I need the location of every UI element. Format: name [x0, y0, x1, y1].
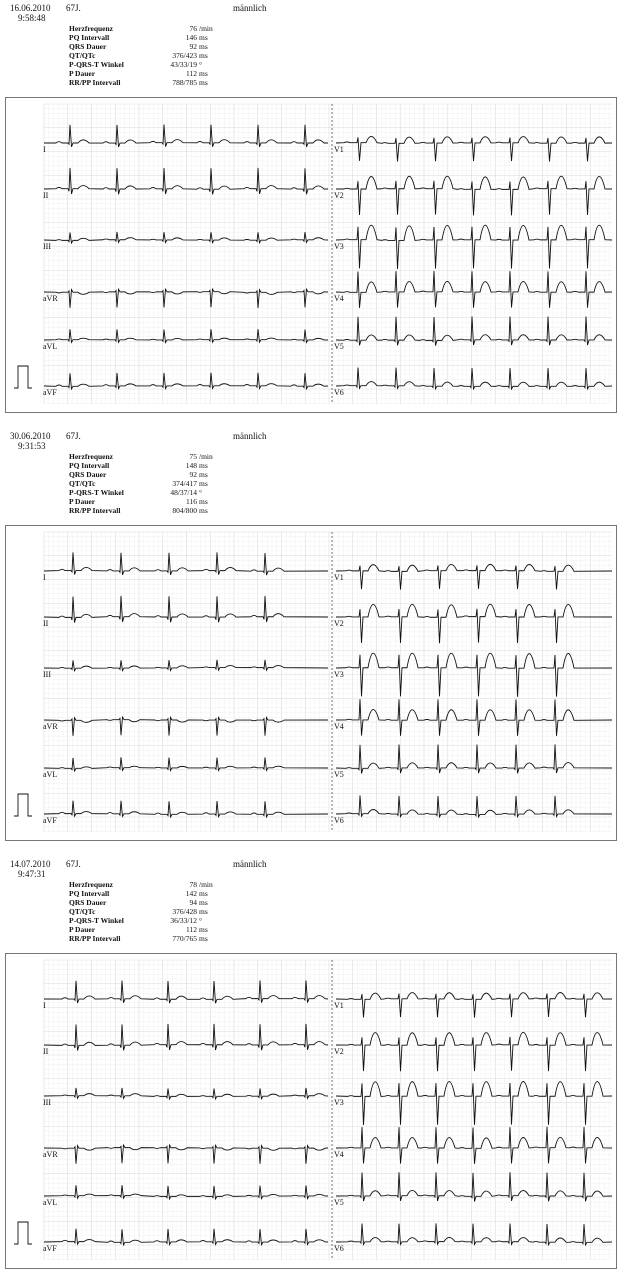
ecg-trace [336, 699, 612, 736]
measurement-row [69, 33, 219, 42]
lead-label-v1: V1 [334, 145, 344, 154]
measurement-value: 116 [186, 497, 197, 506]
measurement-label: QT/QTc [69, 479, 96, 488]
measurement-label: QRS Dauer [69, 42, 107, 51]
measurement-label: RR/PP Intervall [69, 934, 121, 943]
measurement-unit: ms [199, 42, 208, 51]
ecg-trace [336, 316, 612, 345]
record-header [0, 856, 623, 951]
ecg-trace [336, 368, 612, 389]
lead-label-iii: III [43, 1098, 51, 1107]
measurement-row [69, 925, 219, 934]
ecg-chart [6, 98, 616, 412]
measurement-value: 112 [186, 925, 197, 934]
ecg-trace [336, 176, 612, 215]
ecg-grid [44, 532, 612, 832]
measurement-row [69, 24, 219, 33]
measurement-unit: ms [199, 934, 208, 943]
measurement-unit: ms [199, 506, 208, 515]
measurement-value: 48/37/14 [170, 488, 197, 497]
measurement-label: QRS Dauer [69, 470, 107, 479]
measurement-label: Herzfrequenz [69, 880, 114, 889]
measurement-unit: ms [199, 78, 208, 87]
measurement-table [69, 24, 219, 87]
measurement-unit: ° [199, 916, 202, 925]
lead-label-v5: V5 [334, 770, 344, 779]
ecg-chart [6, 954, 616, 1268]
ecg-trace [336, 744, 612, 773]
lead-label-ii: II [43, 191, 49, 200]
measurement-value: 36/33/12 [170, 916, 197, 925]
measurement-row [69, 452, 219, 461]
ecg-trace [336, 993, 612, 1018]
lead-label-avr: aVR [43, 722, 58, 731]
measurement-unit: ms [199, 51, 208, 60]
measurement-unit: ms [199, 898, 208, 907]
measurement-value: 43/33/19 [170, 60, 197, 69]
lead-label-v2: V2 [334, 1047, 344, 1056]
measurement-table [69, 880, 219, 943]
measurement-row [69, 907, 219, 916]
measurement-label: P Dauer [69, 497, 96, 506]
lead-label-v1: V1 [334, 573, 344, 582]
measurement-unit: /min [199, 880, 213, 889]
lead-label-v6: V6 [334, 1244, 344, 1253]
patient-sex: männlich [233, 431, 267, 441]
ecg-trace [336, 1223, 612, 1245]
measurement-row [69, 60, 219, 69]
record-time: 9:47:31 [18, 869, 46, 879]
measurement-label: P Dauer [69, 925, 96, 934]
lead-label-ii: II [43, 1047, 49, 1056]
ecg-strip [5, 953, 617, 1269]
lead-label-v3: V3 [334, 1098, 344, 1107]
measurement-row [69, 880, 219, 889]
lead-label-i: I [43, 573, 46, 582]
lead-label-v5: V5 [334, 342, 344, 351]
measurement-unit: ms [199, 907, 208, 916]
measurement-label: RR/PP Intervall [69, 506, 121, 515]
calibration-pulse [14, 1222, 32, 1244]
patient-sex: männlich [233, 859, 267, 869]
measurement-unit: ms [199, 497, 208, 506]
ecg-trace [336, 653, 612, 697]
lead-label-i: I [43, 145, 46, 154]
measurement-unit: ms [199, 33, 208, 42]
measurement-label: QRS Dauer [69, 898, 107, 907]
measurement-unit: ° [199, 488, 202, 497]
measurement-row [69, 889, 219, 898]
measurement-value: 76 [189, 24, 197, 33]
patient-age: 67J. [66, 3, 81, 13]
lead-label-avl: aVL [43, 342, 58, 351]
measurement-value: 92 [189, 470, 197, 479]
lead-label-avf: aVF [43, 816, 57, 825]
measurement-row [69, 470, 219, 479]
measurement-label: PQ Intervall [69, 461, 110, 470]
record-time: 9:58:48 [18, 13, 46, 23]
ecg-strip [5, 525, 617, 841]
lead-label-iii: III [43, 670, 51, 679]
measurement-value: 374/417 [172, 479, 197, 488]
record-header [0, 0, 623, 95]
lead-label-v6: V6 [334, 388, 344, 397]
measurement-unit: ° [199, 60, 202, 69]
measurement-label: P Dauer [69, 69, 96, 78]
measurement-value: 75 [189, 452, 197, 461]
measurement-value: 788/785 [172, 78, 197, 87]
measurement-value: 148 [185, 461, 197, 470]
measurement-unit: ms [199, 889, 208, 898]
measurement-row [69, 488, 219, 497]
measurement-label: P-QRS-T Winkel [69, 916, 124, 925]
measurement-unit: ms [199, 69, 208, 78]
measurement-label: Herzfrequenz [69, 24, 114, 33]
measurement-row [69, 497, 219, 506]
lead-label-avl: aVL [43, 770, 58, 779]
measurement-value: 142 [185, 889, 197, 898]
ecg-trace [336, 1081, 612, 1124]
lead-label-iii: III [43, 242, 51, 251]
calibration-pulse [14, 366, 32, 388]
patient-sex: männlich [233, 3, 267, 13]
measurement-value: 112 [186, 69, 197, 78]
lead-label-v6: V6 [334, 816, 344, 825]
lead-label-avf: aVF [43, 1244, 57, 1253]
measurement-row [69, 479, 219, 488]
measurement-value: 376/423 [172, 51, 197, 60]
ecg-trace [336, 1172, 612, 1201]
ecg-trace [336, 604, 612, 643]
measurement-unit: /min [199, 452, 213, 461]
calibration-pulse [14, 794, 32, 816]
record-header [0, 428, 623, 523]
measurement-label: P-QRS-T Winkel [69, 488, 124, 497]
record-date: 14.07.2010 [10, 859, 51, 869]
measurement-row [69, 69, 219, 78]
measurement-value: 78 [189, 880, 197, 889]
measurement-row [69, 78, 219, 87]
ecg-grid [44, 960, 612, 1260]
measurement-value: 146 [185, 33, 197, 42]
measurement-row [69, 51, 219, 60]
lead-label-ii: II [43, 619, 49, 628]
measurement-label: QT/QTc [69, 907, 96, 916]
lead-label-v3: V3 [334, 670, 344, 679]
lead-label-avl: aVL [43, 1198, 58, 1207]
ecg-trace [336, 225, 612, 269]
measurement-label: PQ Intervall [69, 889, 110, 898]
patient-age: 67J. [66, 859, 81, 869]
measurement-unit: ms [199, 470, 208, 479]
lead-label-v2: V2 [334, 619, 344, 628]
ecg-trace [336, 136, 612, 161]
measurement-label: PQ Intervall [69, 33, 110, 42]
lead-label-v4: V4 [334, 294, 344, 303]
lead-label-i: I [43, 1001, 46, 1010]
record-time: 9:31:53 [18, 441, 46, 451]
measurement-value: 804/800 [172, 506, 197, 515]
lead-label-v4: V4 [334, 1150, 344, 1159]
lead-label-v2: V2 [334, 191, 344, 200]
lead-label-avf: aVF [43, 388, 57, 397]
ecg-strip [5, 97, 617, 413]
lead-label-v3: V3 [334, 242, 344, 251]
measurement-value: 92 [189, 42, 197, 51]
patient-age: 67J. [66, 431, 81, 441]
measurement-label: RR/PP Intervall [69, 78, 121, 87]
ecg-chart [6, 526, 616, 840]
lead-label-v1: V1 [334, 1001, 344, 1010]
ecg-trace [336, 564, 612, 589]
lead-label-v5: V5 [334, 1198, 344, 1207]
record-date: 16.06.2010 [10, 3, 51, 13]
measurement-unit: ms [199, 925, 208, 934]
measurement-value: 94 [189, 898, 197, 907]
measurement-value: 770/765 [172, 934, 197, 943]
measurement-value: 376/428 [172, 907, 197, 916]
measurement-row [69, 898, 219, 907]
measurement-label: P-QRS-T Winkel [69, 60, 124, 69]
ecg-trace [336, 795, 612, 817]
measurement-unit: /min [199, 24, 213, 33]
measurement-row [69, 934, 219, 943]
lead-label-v4: V4 [334, 722, 344, 731]
lead-label-avr: aVR [43, 294, 58, 303]
lead-label-avr: aVR [43, 1150, 58, 1159]
ecg-trace [336, 1032, 612, 1071]
ecg-grid [44, 104, 612, 404]
measurement-row [69, 461, 219, 470]
measurement-row [69, 916, 219, 925]
measurement-row [69, 42, 219, 51]
record-date: 30.06.2010 [10, 431, 51, 441]
measurement-row [69, 506, 219, 515]
measurement-unit: ms [199, 461, 208, 470]
measurement-label: Herzfrequenz [69, 452, 114, 461]
measurement-table [69, 452, 219, 515]
measurement-unit: ms [199, 479, 208, 488]
measurement-label: QT/QTc [69, 51, 96, 60]
